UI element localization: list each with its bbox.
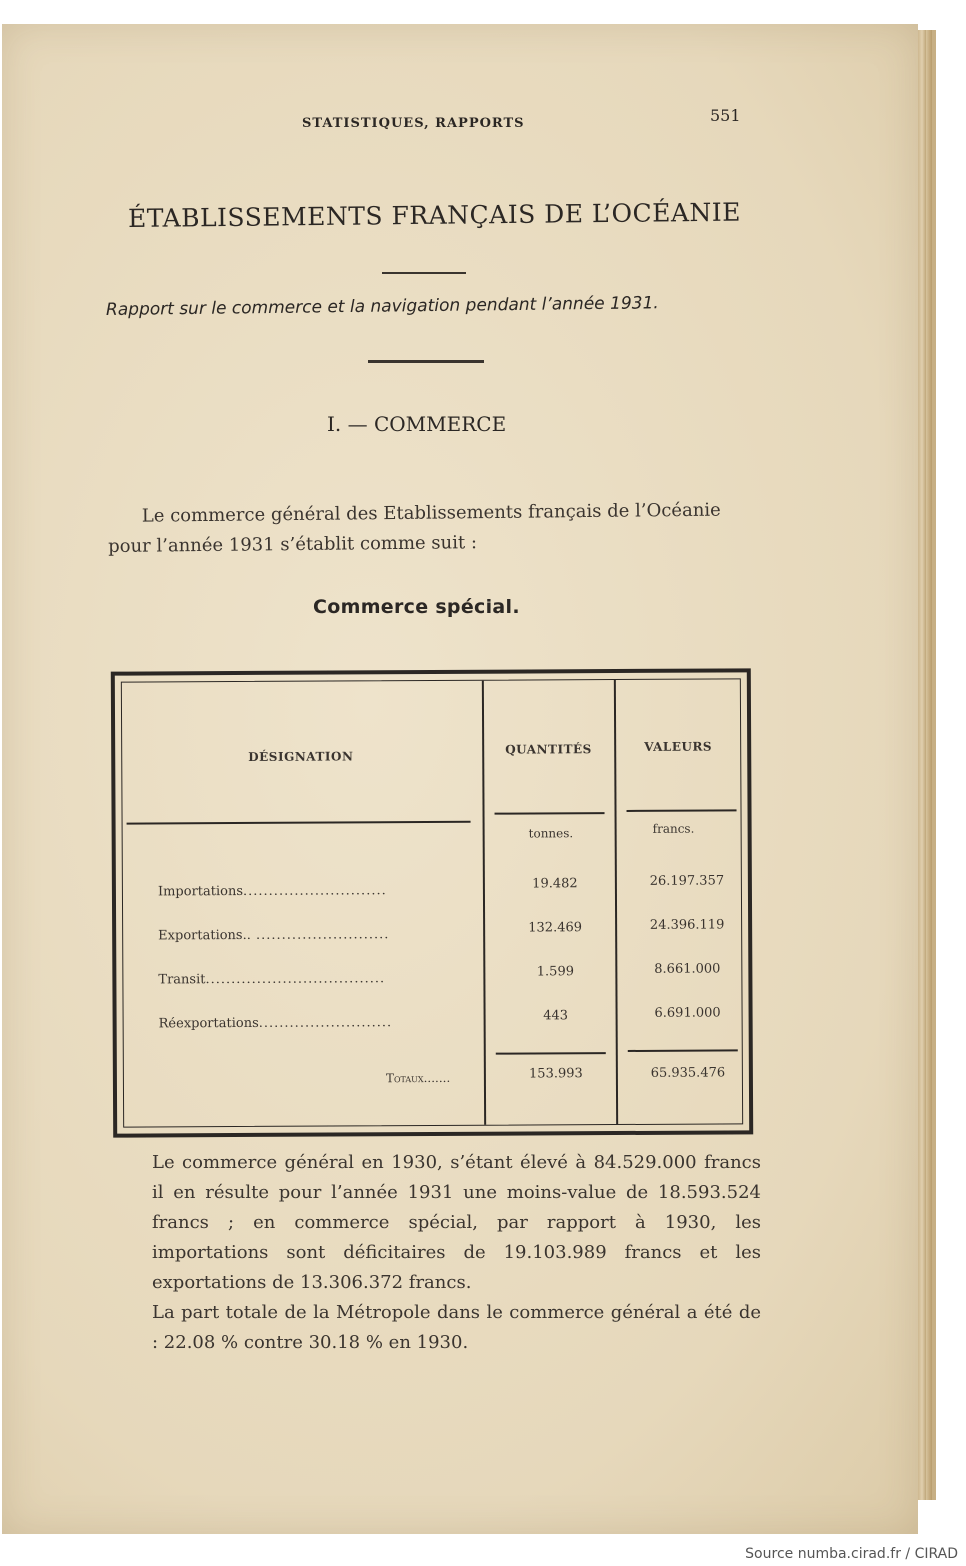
intro-line: pour l’année 1931 s’établit comme suit :	[108, 532, 478, 557]
header-quantites: QUANTITÉS	[505, 742, 592, 757]
totals-label: Totaux.......	[385, 1070, 451, 1086]
row-label-exportations: Exportations.. ..........................	[158, 927, 390, 944]
row-valeur: 8.661.000	[654, 961, 721, 977]
row-label-text: Exportations..	[158, 927, 251, 944]
total-rule	[496, 1052, 606, 1055]
closing-paragraph: La part totale de la Métropole dans le commerce général a été de : 22.08 % contre 30.18 % en 1930.	[152, 1302, 761, 1353]
row-label-text: Réexportations	[158, 1015, 259, 1032]
document-subtitle: Rapport sur le commerce et la navigation pendant l’année 1931.	[105, 293, 659, 320]
source-credit: Source numba.cirad.fr / CIRAD	[745, 1546, 958, 1562]
section-heading: I. — COMMERCE	[327, 412, 507, 436]
row-label-text: Importations	[157, 883, 244, 900]
row-quantite: 19.482	[532, 876, 578, 892]
row-label-transit: Transit...................................	[158, 971, 386, 988]
column-divider	[482, 681, 486, 1125]
table-title: Commerce spécial.	[313, 596, 520, 618]
subtitle-rule	[368, 360, 484, 363]
row-quantite: 443	[543, 1008, 569, 1024]
total-valeur: 65.935.476	[650, 1065, 726, 1081]
total-quantite: 153.993	[528, 1066, 583, 1082]
row-quantite: 132.469	[528, 920, 583, 936]
page-edge	[932, 30, 936, 1500]
header-rule	[127, 821, 471, 825]
running-head: STATISTIQUES, RAPPORTS	[302, 116, 525, 131]
closing-paragraph: Le commerce général en 1930, s’étant élevé à 84.529.000 francs il en résulte pour l’année 1931 une moins-value de 18.593.524 francs ; en commerce spécial, par rapport à 1930, les importations sont déficitaires de 19.103.989 francs et les exportations de 13.306.372 francs.	[152, 1152, 761, 1293]
header-rule	[495, 812, 605, 815]
unit-tonnes: tonnes.	[528, 826, 574, 841]
closing-text	[116, 1148, 761, 1358]
unit-francs: francs.	[652, 821, 695, 836]
intro-line: Le commerce général des Etablissements français de l’Océanie	[141, 499, 721, 527]
row-label-text: Transit	[158, 972, 206, 988]
row-valeur: 26.197.357	[649, 873, 725, 889]
header-rule	[627, 809, 737, 812]
commerce-table	[111, 668, 753, 1137]
column-divider	[614, 680, 618, 1124]
row-label-importations: Importations............................	[157, 883, 387, 900]
row-valeur: 24.396.119	[649, 917, 725, 933]
total-rule	[628, 1049, 738, 1052]
document-title: ÉTABLISSEMENTS FRANÇAIS DE L’OCÉANIE	[127, 197, 742, 233]
page-edge	[918, 30, 926, 1500]
row-valeur: 6.691.000	[654, 1005, 721, 1021]
header-valeurs: VALEURS	[644, 739, 713, 754]
table-frame	[121, 678, 743, 1127]
row-quantite: 1.599	[536, 964, 575, 980]
header-designation: DÉSIGNATION	[248, 749, 354, 764]
title-rule	[382, 272, 466, 274]
page-number: 551	[710, 106, 741, 125]
row-label-reexportations: Réexportations..........................	[158, 1015, 393, 1032]
intro-paragraph	[108, 495, 769, 562]
